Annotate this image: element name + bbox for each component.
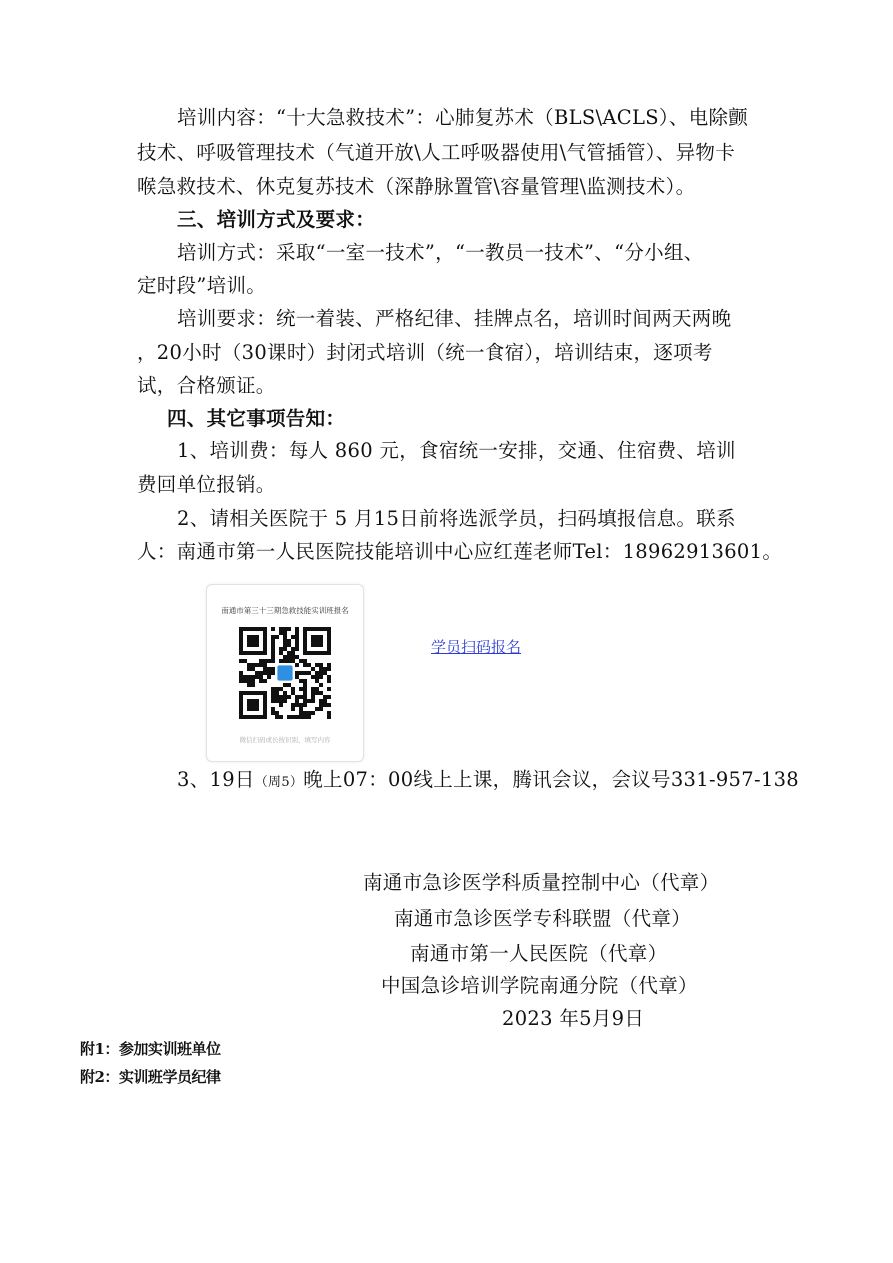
signature-org-3: 南通市第一人民医院（代章）: [410, 942, 668, 965]
online-class-line: [177, 767, 799, 796]
qr-code-icon[interactable]: [239, 627, 331, 719]
fee-line-2: 费回单位报销。: [137, 473, 276, 496]
attachment-2[interactable]: 附2：实训班学员纪律: [80, 1068, 221, 1086]
requirement-line-1: 培训要求：统一着装、严格纪律、挂牌点名，培训时间两天两晚: [177, 307, 732, 330]
qr-title: 南通市第三十三期急救技能实训班报名: [221, 606, 349, 615]
online-class-date: 3、19日: [177, 768, 255, 791]
content-line-3: 喉急救技术、休克复苏技术（深静脉置管\容量管理\监测技术）。: [137, 175, 696, 198]
signature-org-2: 南通市急诊医学专科联盟（代章）: [394, 907, 692, 930]
method-line-2: 定时段”培训。: [137, 274, 267, 297]
requirement-line-2: ，20小时（30课时）封闭式培训（统一食宿），培训结束，逐项考: [137, 341, 713, 364]
scan-to-register-link[interactable]: 学员扫码报名: [431, 638, 522, 656]
content-line-1: 培训内容：“十大急救技术”：心肺复苏术（BLS\ACLS）、电除颤: [177, 106, 749, 129]
signature-org-1: 南通市急诊医学科质量控制中心（代章）: [363, 871, 720, 894]
method-line-1: 培训方式：采取“一室一技术”，“一教员一技术”、“分小组、: [177, 241, 704, 264]
requirement-line-3: 试，合格颁证。: [137, 374, 276, 397]
fee-line-1: 1、培训费：每人 860 元，食宿统一安排，交通、住宿费、培训: [177, 439, 736, 462]
online-class-details: 晚上07：00线上上课，腾讯会议，会议号331-957-138: [303, 768, 799, 791]
notice-line-1: 2、请相关医院于 5 月15日前将选派学员，扫码填报信息。联系: [177, 507, 736, 530]
section-3-heading: 三、培训方式及要求：: [177, 208, 376, 231]
notice-line-2: 人：南通市第一人民医院技能培训中心应红莲老师Tel：18962913601。: [137, 540, 783, 563]
qr-footer: 微信扫码或长按识别，填写内容: [239, 736, 331, 744]
signature-org-4: 中国急诊培训学院南通分院（代章）: [381, 974, 698, 997]
qr-code-card[interactable]: [206, 584, 364, 762]
attachment-1[interactable]: 附1：参加实训班单位: [80, 1040, 221, 1058]
online-class-weekday: （周5）: [254, 775, 304, 790]
signature-date: 2023 年5月9日: [502, 1007, 645, 1030]
content-line-2: 技术、呼吸管理技术（气道开放\人工呼吸器使用\气管插管）、异物卡: [137, 141, 735, 164]
section-4-heading: 四、其它事项告知：: [167, 407, 346, 430]
